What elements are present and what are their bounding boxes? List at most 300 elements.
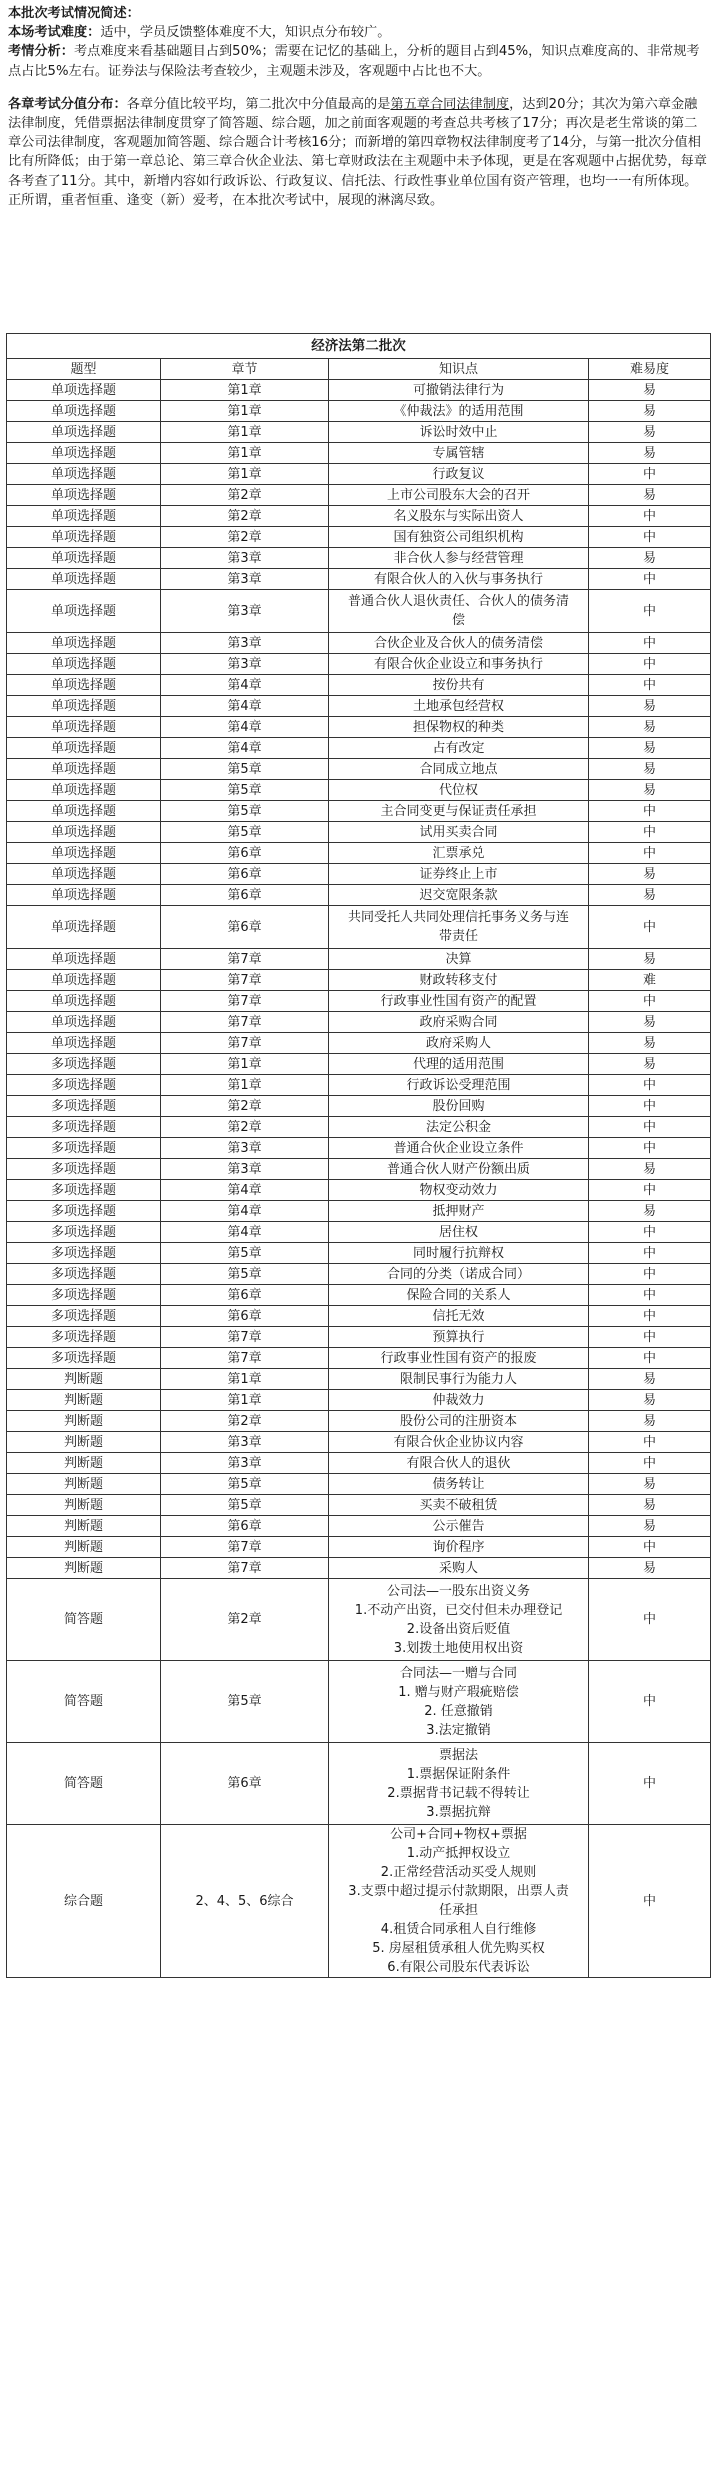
cell-knowledge-point [329, 780, 589, 801]
cell-knowledge-point [329, 738, 589, 759]
table-row [7, 422, 711, 443]
cell-knowledge-point [329, 633, 589, 654]
table-row [7, 906, 711, 949]
knowledge-point-line: 可撤销法律行为 [412, 382, 504, 398]
cell-chapter: 第1章 [161, 1075, 329, 1096]
header-difficulty: 难易度 [589, 359, 711, 380]
cell-knowledge-point [329, 1453, 589, 1474]
cell-difficulty: 易 [589, 1495, 711, 1516]
cell-chapter: 第6章 [161, 843, 329, 864]
cell-knowledge-point [329, 675, 589, 696]
knowledge-point-line: 询价程序 [432, 1539, 485, 1555]
table-header-row [7, 359, 711, 380]
knowledge-point-line: 6.有限公司股东代表诉讼 [387, 1960, 530, 1975]
header-knowledge-point: 知识点 [329, 359, 589, 380]
cell-type: 单项选择题 [7, 822, 161, 843]
cell-type: 多项选择题 [7, 1222, 161, 1243]
cell-knowledge-point [329, 590, 589, 633]
knowledge-point-line: 《仲裁法》的适用范围 [393, 403, 524, 419]
cell-difficulty: 易 [589, 738, 711, 759]
cell-knowledge-point [329, 1075, 589, 1096]
cell-difficulty: 易 [589, 1516, 711, 1537]
cell-type: 单项选择题 [7, 569, 161, 590]
knowledge-point-line: 专属管辖 [432, 445, 485, 461]
cell-chapter: 第4章 [161, 738, 329, 759]
knowledge-point-line: 政府采购合同 [419, 1014, 498, 1030]
cell-chapter: 第1章 [161, 464, 329, 485]
cell-type: 单项选择题 [7, 527, 161, 548]
cell-chapter: 第2章 [161, 1117, 329, 1138]
cell-type: 多项选择题 [7, 1285, 161, 1306]
knowledge-point-line: 证券终止上市 [419, 866, 498, 882]
knowledge-point-line: 4.租赁合同承租人自行维修 [380, 1922, 537, 1937]
cell-difficulty: 易 [589, 1411, 711, 1432]
cell-chapter: 第2章 [161, 1579, 329, 1661]
cell-type: 单项选择题 [7, 906, 161, 949]
cell-chapter: 第5章 [161, 780, 329, 801]
cell-type: 单项选择题 [7, 780, 161, 801]
cell-difficulty: 易 [589, 380, 711, 401]
knowledge-point-line: 3.划拨土地使用权出资 [393, 1640, 524, 1656]
cell-difficulty: 易 [589, 1201, 711, 1222]
cell-type: 单项选择题 [7, 590, 161, 633]
header-chapter: 章节 [161, 359, 329, 380]
table-row [7, 970, 711, 991]
cell-chapter: 第7章 [161, 1537, 329, 1558]
cell-chapter: 第7章 [161, 1327, 329, 1348]
cell-type: 单项选择题 [7, 949, 161, 970]
cell-type: 单项选择题 [7, 970, 161, 991]
cell-chapter: 第3章 [161, 654, 329, 675]
cell-difficulty: 中 [589, 1825, 711, 1978]
table-row [7, 717, 711, 738]
cell-chapter: 第3章 [161, 1138, 329, 1159]
knowledge-point-line: 代理的适用范围 [412, 1056, 504, 1072]
chapters-text-2: ，达到20分；其次为第六章金融法律制度，凭借票据法律制度贯穿了简答题、综合题，加之前面客观题的考查总共考核了17分；再次是老生常谈的第二章公司法律制度，客观题加简答题、综合题合计考核16分；而新增的第四章物权法律制度考了14分，与第一批次分值相比有所降低；由于第一章总论、第三章合伙企业法、第七章财政法在主观题中未予体现，更是在客观题中占据优势，每章各考查了11分。其中，新增内容如行政诉讼、行政复议、信托法、行政性事业单位国有资产管理，也均一一有所体现。正所谓，重者恒重、逢变（新）爱考，在本批次考试中，展现的淋漓尽致。 [8, 96, 707, 208]
cell-type: 判断题 [7, 1474, 161, 1495]
cell-chapter: 第3章 [161, 1159, 329, 1180]
cell-type: 单项选择题 [7, 738, 161, 759]
cell-knowledge-point [329, 1327, 589, 1348]
knowledge-point-line: 有限合伙人的入伙与事务执行 [373, 571, 543, 587]
cell-knowledge-point [329, 1495, 589, 1516]
cell-type: 单项选择题 [7, 696, 161, 717]
knowledge-point-line: 普通合伙企业设立条件 [393, 1140, 524, 1156]
cell-type: 单项选择题 [7, 443, 161, 464]
table-row [7, 590, 711, 633]
cell-chapter: 第1章 [161, 422, 329, 443]
knowledge-point-line: 普通合伙人退伙责任、合伙人的债务清 [347, 594, 569, 609]
table-row [7, 401, 711, 422]
cell-type: 单项选择题 [7, 464, 161, 485]
knowledge-point-line: 有限合伙人的退伙 [406, 1455, 511, 1471]
table-row [7, 548, 711, 569]
table-row [7, 1327, 711, 1348]
table-row [7, 569, 711, 590]
cell-difficulty: 中 [589, 1537, 711, 1558]
table-row [7, 1096, 711, 1117]
cell-type: 单项选择题 [7, 717, 161, 738]
knowledge-point-line: 汇票承兑 [432, 845, 485, 861]
cell-knowledge-point [329, 906, 589, 949]
cell-difficulty: 易 [589, 759, 711, 780]
cell-type: 多项选择题 [7, 1264, 161, 1285]
cell-difficulty: 易 [589, 780, 711, 801]
table-row [7, 1117, 711, 1138]
knowledge-point-line: 任承担 [438, 1903, 478, 1918]
cell-chapter: 第4章 [161, 1222, 329, 1243]
cell-chapter: 第5章 [161, 1243, 329, 1264]
cell-chapter: 第3章 [161, 1432, 329, 1453]
table-row [7, 780, 711, 801]
table-row [7, 1369, 711, 1390]
analysis-label: 考情分析： [8, 44, 74, 60]
cell-type: 简答题 [7, 1661, 161, 1743]
cell-difficulty: 中 [589, 1222, 711, 1243]
knowledge-point-line: 带责任 [438, 929, 478, 944]
cell-chapter: 第5章 [161, 801, 329, 822]
cell-type: 判断题 [7, 1495, 161, 1516]
chapters-label: 各章考试分值分布： [8, 96, 127, 112]
cell-knowledge-point [329, 527, 589, 548]
cell-knowledge-point [329, 1558, 589, 1579]
cell-knowledge-point [329, 464, 589, 485]
cell-type: 多项选择题 [7, 1138, 161, 1159]
knowledge-point-line: 票据法 [438, 1747, 478, 1763]
cell-knowledge-point [329, 991, 589, 1012]
cell-knowledge-point [329, 1516, 589, 1537]
knowledge-point-line: 采购人 [438, 1560, 478, 1576]
knowledge-point-line: 公司+合同+物权+票据 [390, 1827, 527, 1842]
cell-chapter: 第1章 [161, 380, 329, 401]
knowledge-point-line: 保险合同的关系人 [406, 1287, 511, 1303]
knowledge-point-line: 名义股东与实际出资人 [393, 508, 524, 524]
cell-knowledge-point [329, 1348, 589, 1369]
cell-knowledge-point [329, 1201, 589, 1222]
intro-section [0, 0, 716, 210]
knowledge-point-line: 财政转移支付 [419, 972, 498, 988]
cell-difficulty: 中 [589, 654, 711, 675]
table-row [7, 885, 711, 906]
cell-chapter: 第3章 [161, 633, 329, 654]
cell-chapter: 第2章 [161, 1096, 329, 1117]
cell-chapter: 第7章 [161, 1348, 329, 1369]
cell-knowledge-point [329, 1306, 589, 1327]
cell-knowledge-point [329, 949, 589, 970]
cell-type: 单项选择题 [7, 675, 161, 696]
cell-knowledge-point [329, 1432, 589, 1453]
table-row [7, 843, 711, 864]
analysis-text: 考点难度来看基础题目占到50%；需要在记忆的基础上，分析的题目占到45%，知识点难度高的、非常规考点占比5%左右。证券法与保险法考查较少，主观题未涉及，客观题中占比也不大。 [8, 44, 700, 79]
knowledge-point-line: 国有独资公司组织机构 [393, 529, 524, 545]
cell-type: 单项选择题 [7, 633, 161, 654]
knowledge-point-line: 2.设备出资后贬值 [406, 1621, 511, 1637]
knowledge-point-line: 预算执行 [432, 1329, 485, 1345]
cell-type: 多项选择题 [7, 1243, 161, 1264]
cell-knowledge-point [329, 717, 589, 738]
cell-difficulty: 中 [589, 1180, 711, 1201]
knowledge-point-line: 按份共有 [432, 677, 485, 693]
cell-chapter: 2、4、5、6综合 [161, 1825, 329, 1978]
knowledge-point-line: 试用买卖合同 [419, 824, 498, 840]
cell-type: 单项选择题 [7, 843, 161, 864]
cell-type: 判断题 [7, 1432, 161, 1453]
cell-difficulty: 中 [589, 633, 711, 654]
cell-difficulty: 易 [589, 422, 711, 443]
cell-type: 单项选择题 [7, 759, 161, 780]
cell-knowledge-point [329, 1180, 589, 1201]
table-row [7, 1432, 711, 1453]
knowledge-point-line: 偿 [451, 613, 465, 628]
table-row [7, 1825, 711, 1978]
knowledge-point-line: 公示催告 [432, 1518, 485, 1534]
cell-difficulty: 中 [589, 590, 711, 633]
table-row [7, 1537, 711, 1558]
cell-difficulty: 中 [589, 527, 711, 548]
cell-type: 单项选择题 [7, 864, 161, 885]
cell-type: 单项选择题 [7, 1012, 161, 1033]
knowledge-point-line: 合伙企业及合伙人的债务清偿 [373, 635, 543, 651]
cell-difficulty: 易 [589, 1558, 711, 1579]
exam-table [6, 333, 711, 1978]
table-row [7, 675, 711, 696]
cell-chapter: 第1章 [161, 1390, 329, 1411]
cell-knowledge-point [329, 401, 589, 422]
knowledge-point-line: 行政事业性国有资产的配置 [380, 993, 537, 1009]
table-row [7, 1180, 711, 1201]
knowledge-point-line: 债务转让 [432, 1476, 485, 1492]
cell-type: 判断题 [7, 1390, 161, 1411]
cell-difficulty: 中 [589, 464, 711, 485]
knowledge-point-line: 上市公司股东大会的召开 [386, 487, 530, 503]
knowledge-point-line: 3.支票中超过提示付款期限，出票人责 [348, 1884, 569, 1899]
knowledge-point-line: 3.票据抗辩 [426, 1804, 491, 1820]
table-row [7, 1159, 711, 1180]
cell-knowledge-point [329, 654, 589, 675]
table-row [7, 1348, 711, 1369]
cell-knowledge-point [329, 485, 589, 506]
cell-chapter: 第7章 [161, 1558, 329, 1579]
cell-difficulty: 难 [589, 970, 711, 991]
table-row [7, 1243, 711, 1264]
knowledge-point-line: 股份公司的注册资本 [399, 1413, 517, 1429]
knowledge-point-line: 1.不动产出资，已交付但未办理登记 [354, 1602, 563, 1618]
cell-type: 多项选择题 [7, 1201, 161, 1222]
knowledge-point-line: 3.法定撤销 [426, 1722, 491, 1738]
table-row [7, 1201, 711, 1222]
cell-difficulty: 中 [589, 1579, 711, 1661]
table-row [7, 1033, 711, 1054]
knowledge-point-line: 政府采购人 [425, 1035, 491, 1051]
header-type: 题型 [7, 359, 161, 380]
cell-type: 多项选择题 [7, 1327, 161, 1348]
cell-chapter: 第6章 [161, 864, 329, 885]
cell-difficulty: 易 [589, 1474, 711, 1495]
table-body [7, 380, 711, 1978]
knowledge-point-line: 有限合伙企业协议内容 [393, 1434, 524, 1450]
table-row [7, 443, 711, 464]
table-row [7, 1264, 711, 1285]
cell-chapter: 第2章 [161, 527, 329, 548]
difficulty-text: 适中，学员反馈整体难度不大，知识点分布较广。 [100, 25, 391, 41]
intro-heading: 本批次考试情况简述： [8, 6, 140, 21]
cell-type: 单项选择题 [7, 422, 161, 443]
table-row [7, 822, 711, 843]
knowledge-point-line: 合同成立地点 [419, 761, 498, 777]
table-row [7, 991, 711, 1012]
cell-type: 多项选择题 [7, 1117, 161, 1138]
cell-difficulty: 中 [589, 1075, 711, 1096]
cell-knowledge-point [329, 422, 589, 443]
knowledge-point-line: 信托无效 [432, 1308, 485, 1324]
cell-knowledge-point [329, 443, 589, 464]
cell-chapter: 第1章 [161, 401, 329, 422]
cell-type: 单项选择题 [7, 548, 161, 569]
cell-knowledge-point [329, 1243, 589, 1264]
difficulty-paragraph [8, 23, 708, 42]
cell-difficulty: 易 [589, 1012, 711, 1033]
cell-knowledge-point [329, 1285, 589, 1306]
knowledge-point-line: 2. 任意撤销 [424, 1703, 493, 1719]
table-row [7, 1411, 711, 1432]
table-row [7, 633, 711, 654]
cell-knowledge-point [329, 822, 589, 843]
table-row [7, 1474, 711, 1495]
table-row [7, 485, 711, 506]
cell-knowledge-point [329, 1138, 589, 1159]
cell-chapter: 第1章 [161, 1054, 329, 1075]
table-row [7, 1579, 711, 1661]
knowledge-point-line: 股份回购 [432, 1098, 485, 1114]
knowledge-point-line: 占有改定 [432, 740, 485, 756]
table-row [7, 464, 711, 485]
cell-chapter: 第2章 [161, 485, 329, 506]
cell-chapter: 第7章 [161, 1033, 329, 1054]
cell-chapter: 第5章 [161, 1661, 329, 1743]
cell-knowledge-point [329, 1390, 589, 1411]
table-row [7, 1390, 711, 1411]
table-row [7, 1516, 711, 1537]
cell-chapter: 第5章 [161, 759, 329, 780]
knowledge-point-line: 普通合伙人财产份额出质 [386, 1161, 530, 1177]
cell-difficulty: 易 [589, 949, 711, 970]
chapters-paragraph [8, 95, 708, 210]
cell-type: 判断题 [7, 1411, 161, 1432]
cell-knowledge-point [329, 759, 589, 780]
knowledge-point-line: 限制民事行为能力人 [399, 1371, 517, 1387]
difficulty-label: 本场考试难度： [8, 25, 101, 41]
cell-knowledge-point [329, 1661, 589, 1743]
cell-chapter: 第2章 [161, 1411, 329, 1432]
cell-knowledge-point [329, 1264, 589, 1285]
cell-type: 判断题 [7, 1369, 161, 1390]
table-row [7, 864, 711, 885]
cell-type: 多项选择题 [7, 1306, 161, 1327]
knowledge-point-line: 行政诉讼受理范围 [406, 1077, 511, 1093]
cell-difficulty: 中 [589, 1243, 711, 1264]
cell-type: 多项选择题 [7, 1054, 161, 1075]
cell-knowledge-point [329, 801, 589, 822]
cell-type: 单项选择题 [7, 1033, 161, 1054]
cell-type: 单项选择题 [7, 654, 161, 675]
table-row [7, 1743, 711, 1825]
cell-chapter: 第6章 [161, 1306, 329, 1327]
cell-chapter: 第5章 [161, 1264, 329, 1285]
cell-difficulty: 中 [589, 801, 711, 822]
cell-chapter: 第6章 [161, 1285, 329, 1306]
cell-knowledge-point [329, 1159, 589, 1180]
table-row [7, 738, 711, 759]
cell-difficulty: 中 [589, 906, 711, 949]
cell-difficulty: 中 [589, 1096, 711, 1117]
knowledge-point-line: 公司法—一股东出资义务 [386, 1583, 530, 1599]
knowledge-point-line: 担保物权的种类 [412, 719, 504, 735]
cell-difficulty: 易 [589, 1369, 711, 1390]
cell-chapter: 第7章 [161, 991, 329, 1012]
knowledge-point-line: 代位权 [438, 782, 478, 798]
knowledge-point-line: 决算 [445, 951, 472, 967]
cell-knowledge-point [329, 864, 589, 885]
cell-difficulty: 易 [589, 1390, 711, 1411]
knowledge-point-line: 迟交宽限条款 [419, 887, 498, 903]
cell-type: 单项选择题 [7, 991, 161, 1012]
knowledge-point-line: 5. 房屋租赁承租人优先购买权 [372, 1941, 545, 1956]
cell-chapter: 第5章 [161, 822, 329, 843]
cell-chapter: 第4章 [161, 717, 329, 738]
knowledge-point-line: 非合伙人参与经营管理 [393, 550, 524, 566]
cell-knowledge-point [329, 1222, 589, 1243]
cell-knowledge-point [329, 1825, 589, 1978]
cell-chapter: 第5章 [161, 1474, 329, 1495]
cell-knowledge-point [329, 1369, 589, 1390]
cell-knowledge-point [329, 1537, 589, 1558]
cell-difficulty: 易 [589, 485, 711, 506]
cell-difficulty: 中 [589, 1453, 711, 1474]
cell-difficulty: 中 [589, 991, 711, 1012]
knowledge-point-line: 合同的分类（诺成合同） [386, 1266, 530, 1282]
cell-difficulty: 中 [589, 1306, 711, 1327]
cell-knowledge-point [329, 696, 589, 717]
knowledge-point-line: 买卖不破租赁 [419, 1497, 498, 1513]
knowledge-point-line: 土地承包经营权 [412, 698, 504, 714]
table-row [7, 506, 711, 527]
cell-difficulty: 易 [589, 401, 711, 422]
cell-difficulty: 中 [589, 843, 711, 864]
cell-type: 判断题 [7, 1537, 161, 1558]
knowledge-point-line: 行政复议 [432, 466, 485, 482]
knowledge-point-line: 主合同变更与保证责任承担 [380, 803, 537, 819]
cell-type: 单项选择题 [7, 401, 161, 422]
cell-type: 多项选择题 [7, 1348, 161, 1369]
cell-knowledge-point [329, 1117, 589, 1138]
knowledge-point-line: 合同法—一赠与合同 [399, 1665, 517, 1681]
cell-chapter: 第6章 [161, 906, 329, 949]
cell-difficulty: 中 [589, 1264, 711, 1285]
knowledge-point-line: 1.票据保证附条件 [406, 1766, 511, 1782]
cell-difficulty: 中 [589, 569, 711, 590]
cell-knowledge-point [329, 1096, 589, 1117]
cell-difficulty: 易 [589, 1054, 711, 1075]
cell-chapter: 第4章 [161, 696, 329, 717]
cell-difficulty: 易 [589, 864, 711, 885]
cell-difficulty: 易 [589, 717, 711, 738]
cell-chapter: 第3章 [161, 1453, 329, 1474]
cell-chapter: 第7章 [161, 949, 329, 970]
cell-difficulty: 易 [589, 885, 711, 906]
cell-knowledge-point [329, 1033, 589, 1054]
cell-knowledge-point [329, 1474, 589, 1495]
knowledge-point-line: 仲裁效力 [432, 1392, 485, 1408]
